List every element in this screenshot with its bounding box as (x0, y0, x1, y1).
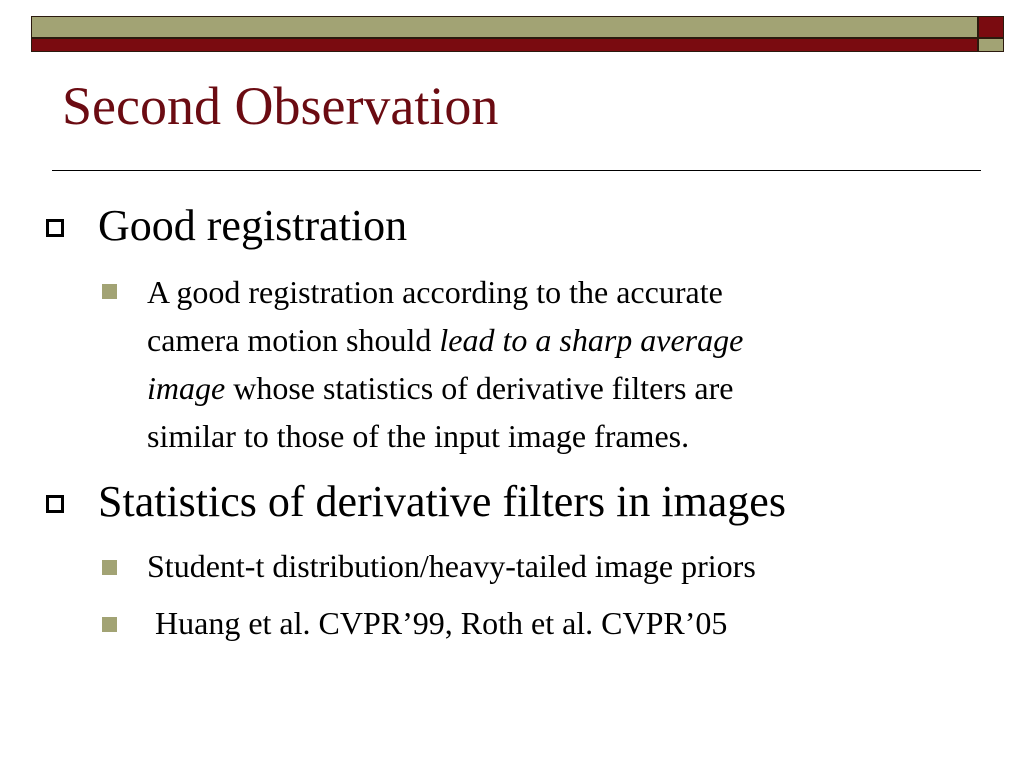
header-square-olive (978, 38, 1004, 52)
bullet-good-registration: Good registration (98, 201, 408, 250)
sub-bullet-student-t: Student-t distribution/heavy-tailed image priors (147, 548, 756, 584)
text-span: camera motion should (147, 322, 440, 358)
title-divider (52, 170, 981, 171)
hollow-square-icon (46, 495, 64, 513)
slide-title: Second Observation (62, 76, 499, 136)
hollow-square-icon (46, 219, 64, 237)
text-span: whose statistics of derivative filters are (225, 370, 734, 406)
emphasis-text: lead to a sharp average (439, 322, 744, 358)
text-line (147, 268, 743, 316)
text-line (147, 412, 743, 460)
filled-square-icon (102, 617, 117, 632)
text-line (147, 364, 743, 412)
emphasis-text: image (147, 370, 226, 406)
sub-bullet-registration-detail (147, 268, 743, 460)
filled-square-icon (102, 284, 117, 299)
bullet-statistics: Statistics of derivative filters in images (98, 477, 786, 526)
sub-bullet-references: Huang et al. CVPR’99, Roth et al. CVPR’05 (147, 605, 728, 641)
header-bar-olive (31, 16, 978, 38)
header-square-maroon (978, 16, 1004, 38)
text-line (147, 316, 743, 364)
text-span: similar to those of the input image frames. (147, 418, 690, 454)
filled-square-icon (102, 560, 117, 575)
header-bar-maroon (31, 38, 978, 52)
text-span: A good registration according to the accurate (147, 274, 723, 310)
